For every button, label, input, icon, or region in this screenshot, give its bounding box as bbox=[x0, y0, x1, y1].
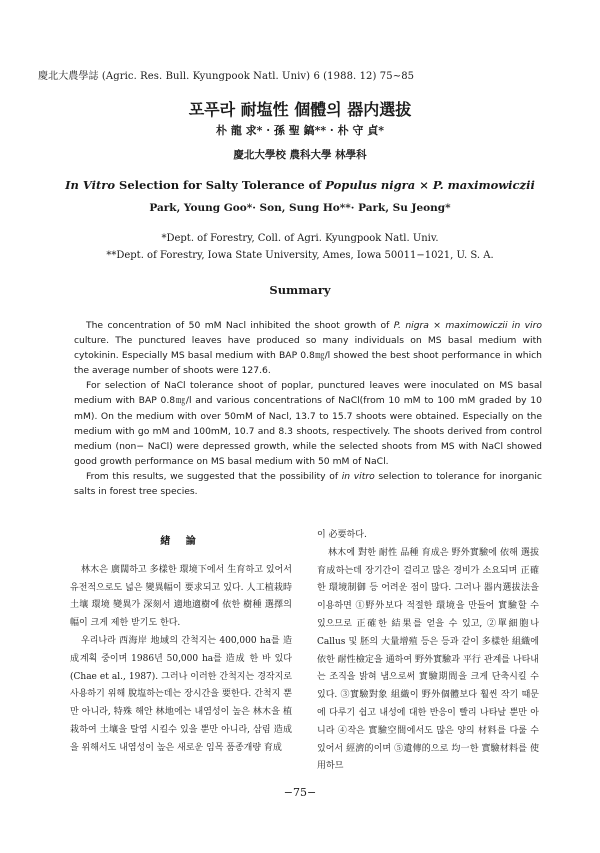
title-english bbox=[0, 178, 600, 192]
abstract-p3-invitro: in vitro bbox=[341, 470, 375, 482]
left-paragraph-2: 우리나라 西海岸 地域의 간척지는 400,000 ha를 造成계획 중이며 1986년 50,000 ha를 造成 한 바 있다 (Chae et al., 1987). 그러나 이러한 간척지는 경작지로 사용하기 위해 脫塩하는데는 장시간을 要한다. 간척지 뿐만 아니라, 特殊 해안 林地에는 내염성이 높은 林木을 植栽하여 土壤을 탈염 시킬수 있을 뿐만 아니라, 삼림 造成을 위해서도 내염성이 높은 새로운 임목 품종개량 育成 bbox=[70, 635, 292, 753]
authors-korean: 朴 龍 求* · 孫 聖 鎬** · 朴 守 貞* bbox=[216, 124, 384, 137]
title-korean: 포푸라 耐塩性 個體의 器内選拔 bbox=[188, 100, 412, 119]
title-en-part-5: P. maximowiczii bbox=[432, 178, 535, 192]
abstract-p1-species: P. nigra × maximowiczii in viro bbox=[393, 320, 543, 331]
title-en-part-2: Selection for Salty Tolerance of bbox=[115, 178, 326, 192]
abstract-paragraph-2: For selection of NaCl tolerance shoot of poplar, punctured leaves were inoculated on MS basal medium with BAP 0.8㎎/l and various concentrations of NaCl(from 10 mM to 100 mM graded by 10 mM). On the medium with over 50mM of Nacl, 13.7 to 15.7 shoots were obtained. Especially on the medium with go mM and 100mM, 10.7 and 8.3 shoots, respectively. The shoots derived from control medium (non− NaCl) were depressed growth, while the selected shoots from MS with NaCl showed good growth performance on MS basal medium with 50 mM of NaCl. bbox=[74, 380, 542, 467]
title-en-part-4: × bbox=[415, 178, 433, 192]
abstract-p3-text-c: selection to tolerance for inorganic salts in forest tree species. bbox=[74, 470, 542, 498]
affiliation-english-2: **Dept. of Forestry, Iowa State University, Ames, Iowa 50011−1021, U. S. A. bbox=[106, 250, 494, 261]
right-paragraph-1: 이 必要하다. bbox=[317, 530, 367, 540]
page-number: −75− bbox=[283, 786, 317, 799]
journal-header: 慶北大農學誌 (Agric. Res. Bull. Kyungpook Natl. Univ) 6 (1988. 12) 75∼85 bbox=[38, 71, 415, 82]
right-column bbox=[317, 527, 539, 776]
left-column bbox=[70, 533, 292, 758]
abstract-paragraph-1 bbox=[74, 318, 542, 378]
affiliation-korean: 慶北大學校 農科大學 林學科 bbox=[233, 149, 367, 161]
summary-heading: Summary bbox=[269, 283, 331, 297]
authors-english: Park, Young Goo*· Son, Sung Ho**· Park, Su Jeong* bbox=[149, 202, 451, 214]
right-paragraph-2: 林木에 對한 耐性 品種 育成은 野外實驗에 依해 選拔育成하는데 장기간이 걸리고 많은 경비가 소요되며 正確한 環境制御 등 어려운 점이 많다. 그러나 器内選拔法을 이용하면 ①野外보다 적절한 環境을 만들어 實驗할 수 있으므로 正確한 結果를 얻을 수 있고, ②單細胞나 Callus 및 胚의 大量增殖 등은 등과 같이 多樣한 組織에 依한 耐性檢定을 通하여 野外實驗과 平行 관계를 나타내는 조직을 밝혀 냄으로써 實驗期間을 크게 단축시킬 수 있다. ③實驗對象 組織이 野外個體보다 훨씬 작기 때문에 다루기 쉽고 내성에 대한 반응이 빨리 나타날 뿐만 아니라 ④작은 實驗空間에서도 많은 양의 材料를 다룰 수 있어서 經濟的이며 ⑤遺傳的으로 均一한 實驗材料를 使用하므 bbox=[317, 547, 539, 772]
intro-heading: 緖 論 bbox=[160, 536, 202, 547]
affiliation-english-1: *Dept. of Forestry, Coll. of Agri. Kyungpook Natl. Univ. bbox=[161, 233, 439, 244]
abstract-p1-text-c: culture. The punctured leaves have produced so many individuals on MS basal medium with cytokinin. Especially MS basal medium with BAP 0.8㎎/l showed the best shoot performance in which the average number of shoots were 127.6. bbox=[74, 335, 542, 377]
title-en-part-1: In Vitro bbox=[65, 178, 116, 192]
abstract-paragraph-3 bbox=[74, 469, 542, 499]
abstract-p1-text-a: The concentration of 50 mM Nacl inhibited the shoot growth of bbox=[86, 320, 394, 331]
abstract bbox=[74, 318, 542, 499]
abstract-p3-text-a: From this results, we suggested that the possibility of bbox=[86, 470, 342, 482]
left-paragraph-1: 林木은 廣闊하고 多樣한 環境下에서 生育하고 있어서 유전적으로도 넓은 變異幅이 要求되고 있다. 人工植栽時 土壤 環境 變異가 深刻서 適地適樹에 依한 樹種 選擇의 幅이 크게 제한 받기도 한다. bbox=[70, 564, 292, 629]
title-en-part-3: Populus nigra bbox=[325, 178, 416, 192]
